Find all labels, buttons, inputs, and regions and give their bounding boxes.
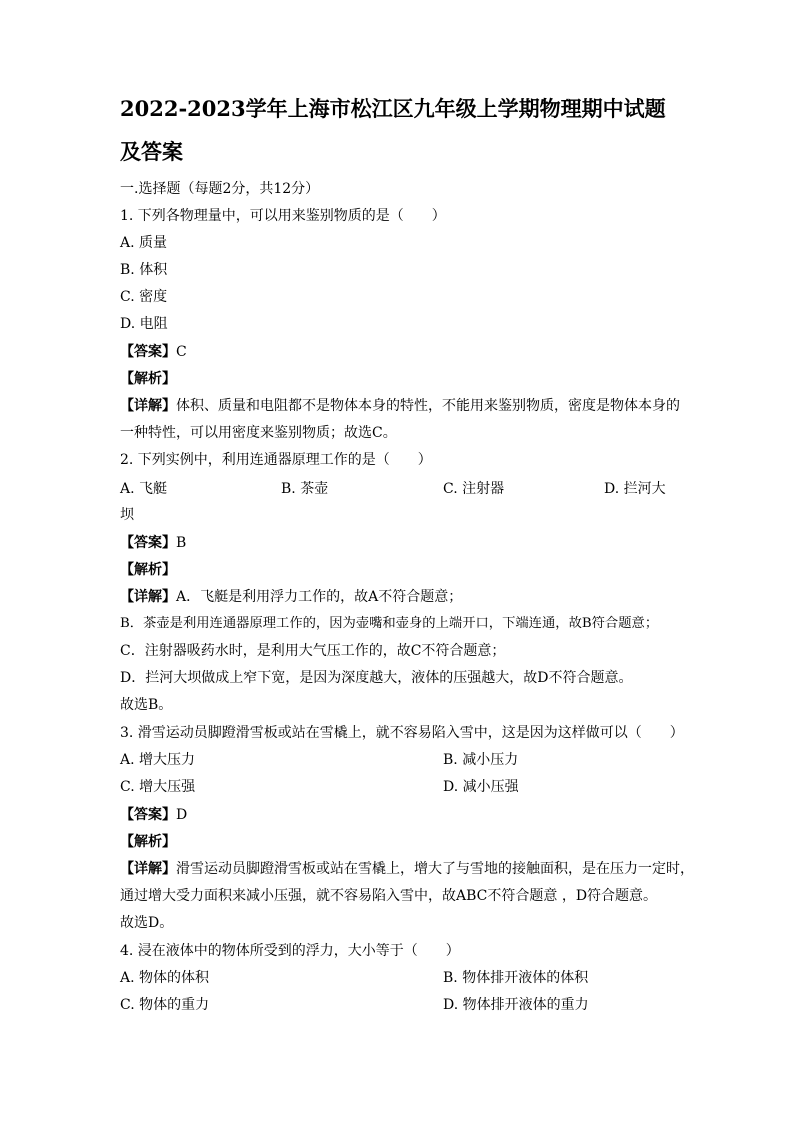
q3-detail — [120, 860, 694, 878]
q2-option-a: A. 飞艇 — [120, 481, 168, 497]
q3-option-d: D. 减小压强 — [443, 779, 519, 795]
q2-detail — [120, 588, 462, 606]
q3-stem: 3. 滑雪运动员脚蹬滑雪板或站在雪橇上，就不容易陷入雪中，这是因为这样做可以（ ） — [120, 725, 684, 741]
q1-answer-value: C — [176, 344, 187, 360]
analysis-tag: 【解析】 — [120, 834, 176, 850]
q1-stem: 1. 下列各物理量中，可以用来鉴别物质的是（ ） — [120, 208, 446, 224]
q2-conclusion: 故选B。 — [120, 697, 173, 713]
q2-option-c: C. 注射器 — [443, 481, 505, 497]
q2-answer — [120, 534, 186, 552]
q2-option-d: D. 拦河大 — [604, 481, 666, 497]
q1-analysis — [120, 370, 176, 388]
q4-option-a: A. 物体的体积 — [120, 970, 210, 986]
q1-option-c: C. 密度 — [120, 289, 168, 305]
q2-answer-value: B — [176, 535, 187, 551]
q1-detail-line2: 一种特性，可以用密度来鉴别物质；故选C。 — [120, 425, 397, 441]
q3-answer-value: D — [176, 807, 188, 823]
q2-option-d-cont: 坝 — [120, 507, 134, 523]
q1-detail-line1: 体积、质量和电阻都不是物体本身的特性，不能用来鉴别物质，密度是物体本身的 — [176, 398, 680, 414]
analysis-tag: 【解析】 — [120, 562, 176, 578]
q3-option-c: C. 增大压强 — [120, 779, 196, 795]
q2-detail-line3: C．注射器吸药水时，是利用大气压工作的，故C不符合题意； — [120, 643, 506, 659]
q4-stem: 4. 浸在液体中的物体所受到的浮力，大小等于（ ） — [120, 943, 460, 959]
page-title: 2022-2023学年上海市松江区九年级上学期物理期中试题及答案 — [120, 96, 666, 164]
q3-detail-line2: 通过增大受力面积来减小压强，就不容易陷入雪中，故ABC不符合题意 ，D符合题意。 — [120, 888, 658, 904]
q4-option-d: D. 物体排开液体的重力 — [443, 997, 589, 1013]
q2-analysis — [120, 561, 176, 579]
analysis-tag: 【解析】 — [120, 371, 176, 387]
q3-option-a: A. 增大压力 — [120, 752, 196, 768]
q2-option-b: B. 茶壶 — [281, 481, 329, 497]
answer-tag: 【答案】 — [120, 344, 176, 360]
q2-detail-line1: A．飞艇是利用浮力工作的，故A不符合题意； — [176, 589, 463, 605]
q1-option-d: D. 电阻 — [120, 316, 168, 332]
q1-option-a: A. 质量 — [120, 235, 168, 251]
q4-option-b: B. 物体排开液体的体积 — [443, 970, 589, 986]
detail-tag: 【详解】 — [120, 589, 176, 605]
answer-tag: 【答案】 — [120, 807, 176, 823]
section-heading: 一.选择题（每题2分，共12分） — [120, 181, 320, 197]
q3-option-b: B. 减小压力 — [443, 752, 519, 768]
q3-answer — [120, 806, 187, 824]
q4-option-c: C. 物体的重力 — [120, 997, 210, 1013]
q2-stem: 2. 下列实例中，利用连通器原理工作的是（ ） — [120, 452, 432, 468]
q2-detail-line2: B．茶壶是利用连通器原理工作的，因为壶嘴和壶身的上端开口，下端连通，故B符合题意； — [120, 616, 659, 631]
detail-tag: 【详解】 — [120, 861, 176, 877]
q1-option-b: B. 体积 — [120, 262, 168, 278]
q3-analysis — [120, 833, 176, 851]
q1-detail — [120, 397, 680, 415]
q2-detail-line4: D．拦河大坝做成上窄下宽，是因为深度越大，液体的压强越大，故D不符合题意。 — [120, 670, 633, 686]
answer-tag: 【答案】 — [120, 535, 176, 551]
q1-answer — [120, 343, 187, 361]
q3-detail-line1: 滑雪运动员脚蹬滑雪板或站在雪橇上，增大了与雪地的接触面积，是在压力一定时， — [176, 861, 694, 877]
q3-conclusion: 故选D。 — [120, 915, 174, 931]
detail-tag: 【详解】 — [120, 398, 176, 414]
